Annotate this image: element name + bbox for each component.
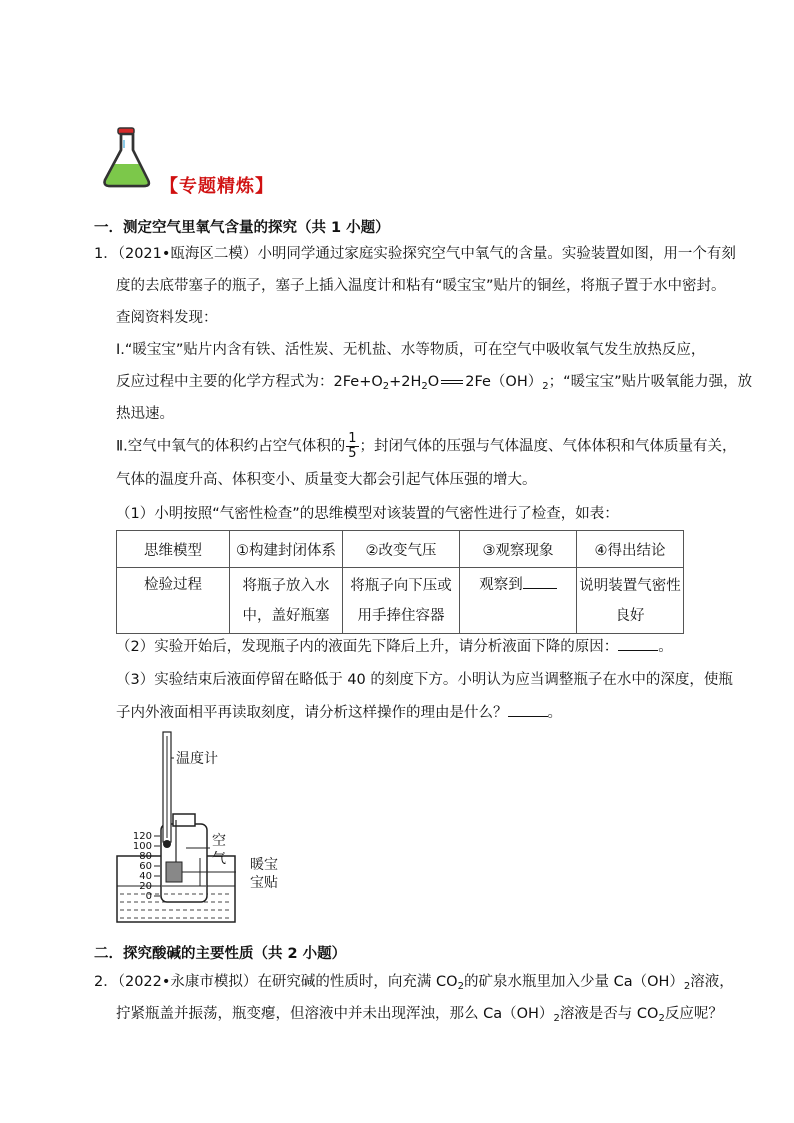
q1-line1: 1．（2021•瓯海区二模）小明同学通过家庭实验探究空气中氧气的含量。实验装置如图，用一个有刻	[94, 246, 736, 262]
scale-tick-label: 60	[139, 861, 152, 872]
answer-blank[interactable]	[618, 636, 658, 651]
scale-tick-label: 100	[132, 841, 152, 852]
airtightness-table	[116, 530, 684, 634]
table-cell: 将瓶子向下压或 用手捧住容器	[343, 568, 460, 634]
q1-line2: 度的去底带塞子的瓶子，塞子上插入温度计和粘有“暖宝宝”贴片的铜丝，将瓶子置于水中密封。	[116, 278, 726, 294]
q1-sub2: （2）实验开始后，发现瓶子内的液面先下降后上升，请分析液面下降的原因： 。	[116, 636, 673, 657]
q2-line2: 拧紧瓶盖并振荡，瓶变瘪，但溶液中并未出现浑浊，那么 $Ca(OH)_2$溶液是否与 $CO_2$反应呢？	[116, 1006, 723, 1024]
section-header-title: 【专题精炼】	[160, 176, 274, 197]
scale-labels	[126, 832, 152, 902]
q1-item1-equation: 反应过程中主要的化学方程式为：$2Fe+O_2+2H_2O$ $2Fe(OH)_2$；“暖宝宝”贴片吸氧能力强，放	[116, 374, 753, 392]
q1-item2-line1: Ⅱ.空气中氧气的体积约占空气体积的 $\frac{1}{5}$ ；封闭气体的压强与气体温度、气体体积和气体质量有关，	[116, 431, 737, 461]
table-cell: 将瓶子放入水 中，盖好瓶塞	[230, 568, 343, 634]
answer-blank[interactable]	[508, 702, 548, 717]
q1-sub1: （1）小明按照“气密性检查”的思维模型对该装置的气密性进行了检查，如表：	[116, 506, 619, 522]
table-row-label: 检验过程	[117, 568, 230, 634]
table-cell: 观察到	[460, 568, 577, 634]
table-header-cell: 思维模型	[117, 531, 230, 568]
answer-blank[interactable]	[523, 574, 557, 589]
table-header-cell: ④得出结论	[577, 531, 684, 568]
table-header-cell: ①构建封闭体系	[230, 531, 343, 568]
q1-line3: 查阅资料发现：	[116, 310, 218, 326]
label-thermometer: 温度计	[176, 751, 218, 767]
scale-tick-label: 40	[139, 871, 152, 882]
q1-sub3-line2: 子内外液面相平再读取刻度，请分析这样操作的理由是什么？ 。	[116, 702, 562, 723]
scale-tick-label: 0	[145, 891, 152, 902]
label-air: 空 气	[212, 833, 226, 867]
scale-tick-label: 20	[139, 881, 152, 892]
q1-item1-line1: Ⅰ.“暖宝宝”贴片内含有铁、活性炭、无机盐、水等物质，可在空气中吸收氧气发生放热反应，	[116, 342, 706, 358]
label-warm-pad: 暖宝 宝贴	[250, 857, 278, 891]
table-header-cell: ③观察现象	[460, 531, 577, 568]
table-header-cell: ②改变气压	[343, 531, 460, 568]
table-cell: 说明装置气密性 良好	[577, 568, 684, 634]
flask-icon	[100, 126, 156, 190]
scale-tick-label: 80	[139, 851, 152, 862]
scale-tick-label: 120	[132, 831, 152, 842]
q1-item2-line2: 气体的温度升高、体积变小、质量变大都会引起气体压强的增大。	[116, 472, 537, 488]
section-1-title: 一．测定空气里氧气含量的探究（共 1 小题）	[94, 220, 390, 236]
fraction-one-fifth: $\frac{1}{5}$	[348, 431, 357, 461]
section-2-title: 二．探究酸碱的主要性质（共 2 小题）	[94, 946, 347, 962]
q1-item1-line3: 热迅速。	[116, 406, 174, 422]
q1-sub3-line1: （3）实验结束后液面停留在略低于 40 的刻度下方。小明认为应当调整瓶子在水中的深度，使瓶	[116, 672, 733, 688]
q2-line1: 2．（2022•永康市模拟）在研究碱的性质时，向充满 $CO_2$的矿泉水瓶里加入少量 $Ca(OH)_2$溶液，	[94, 974, 734, 992]
